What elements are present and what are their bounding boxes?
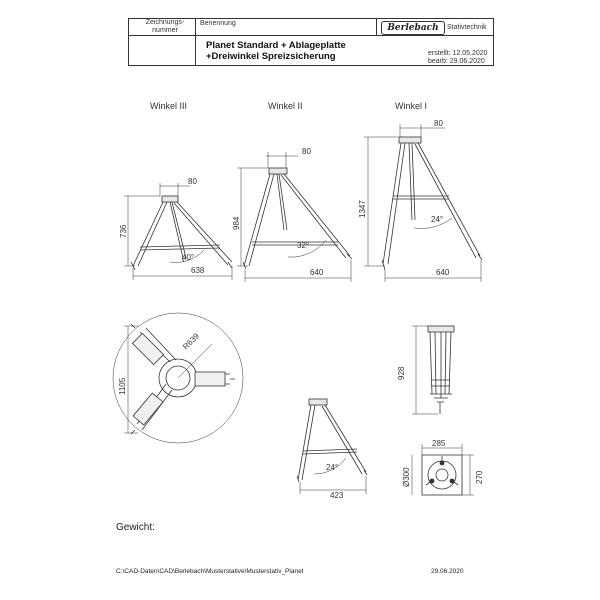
created-date: erstellt: 12.05.2020 bbox=[428, 50, 488, 57]
tripod-top-view bbox=[131, 324, 235, 434]
tripod-winkel2 bbox=[243, 168, 352, 269]
dim-head-height: 270 bbox=[475, 470, 484, 484]
dim-winkel1-top: 80 bbox=[434, 119, 443, 128]
tripod-head-view bbox=[422, 455, 462, 495]
file-path: C:\CAD-Daten\CAD\Berlebach\Musterstative\Musterstativ_Planet bbox=[116, 568, 304, 575]
dim-winkel3-top: 80 bbox=[188, 177, 197, 186]
dim-winkel2-angle: 32° bbox=[297, 241, 310, 250]
dim-head-width: 285 bbox=[432, 439, 446, 448]
view-label-winkel3: Winkel III bbox=[150, 101, 188, 111]
dim-topview-height: 1105 bbox=[118, 377, 127, 395]
view-label-winkel1: Winkel I bbox=[395, 101, 428, 111]
dim-winkel3-height: 736 bbox=[119, 224, 128, 238]
dim-topview-radius: R639 bbox=[181, 331, 201, 352]
dim-winkel1-angle: 24° bbox=[431, 215, 444, 224]
footer-date: 29.06.2020 bbox=[431, 568, 464, 575]
dim-winkel1-width: 640 bbox=[436, 268, 450, 277]
brand-logo: Berlebach bbox=[381, 21, 445, 35]
weight-label: Gewicht: bbox=[116, 522, 155, 533]
drawing-number-label: Zeichnungs- nummer bbox=[145, 19, 185, 34]
edited-date: bearb: 29.06.2020 bbox=[428, 58, 485, 65]
dim-winkel3-angle: 40° bbox=[182, 253, 195, 262]
dim-winkel2-height: 984 bbox=[232, 216, 241, 230]
dim-winkel3-width: 638 bbox=[191, 266, 205, 275]
brand-suffix: Stativtechnik bbox=[447, 24, 487, 31]
view-label-winkel2: Winkel II bbox=[268, 101, 303, 111]
tripod-winkel1 bbox=[382, 137, 482, 270]
dim-detail-angle: 24° bbox=[326, 463, 339, 472]
dim-winkel1-height: 1347 bbox=[358, 200, 367, 218]
dims-folded bbox=[412, 326, 438, 414]
dim-detail-width: 423 bbox=[330, 491, 344, 500]
dim-winkel2-width: 640 bbox=[310, 268, 324, 277]
dims-winkel1 bbox=[364, 124, 481, 282]
dim-winkel2-top: 80 bbox=[302, 147, 311, 156]
title-line-1: Planet Standard + Ablageplatte bbox=[206, 40, 346, 51]
title-line-2: +Dreiwinkel Spreizsicherung bbox=[206, 51, 336, 62]
name-label: Benennung bbox=[200, 20, 236, 27]
tripod-folded bbox=[428, 326, 454, 414]
dim-folded-height: 928 bbox=[397, 366, 406, 380]
dims-winkel2 bbox=[237, 152, 351, 282]
dims-head-view bbox=[412, 444, 474, 495]
dim-head-diameter: Ø300 bbox=[402, 467, 411, 487]
